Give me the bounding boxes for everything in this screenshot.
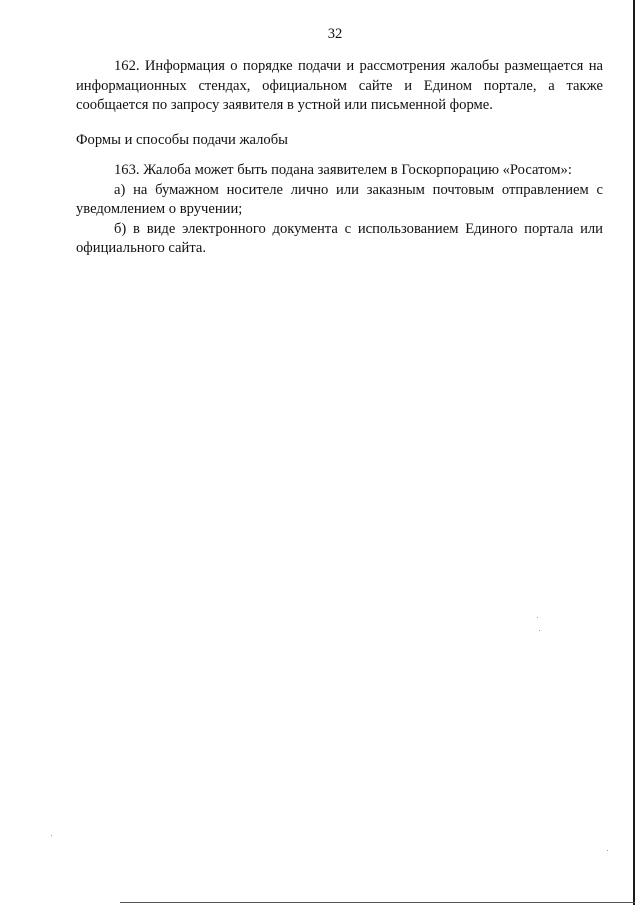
scan-speck xyxy=(539,630,540,631)
scan-speck xyxy=(537,617,538,618)
page-number: 32 xyxy=(327,26,343,42)
scan-border-bottom xyxy=(120,902,635,903)
document-body xyxy=(76,57,603,259)
scan-speck xyxy=(51,835,52,836)
scan-speck xyxy=(607,850,608,851)
scan-border-right xyxy=(633,0,635,905)
paragraph-162: 162. Информация о порядке подачи и рассмотрения жалобы размещается на информационных стендах, официальном сайте и Едином портале, а также сообщается по запросу заявителя в устной или письменной форме. xyxy=(76,58,603,113)
section-heading: Формы и способы подачи жалобы xyxy=(76,131,288,148)
list-item-a: а) на бумажном носителе лично или заказным почтовым отправлением с уведомлением о вручении; xyxy=(76,181,603,217)
list-item-b: б) в виде электронного документа с использованием Единого портала или официального сайта. xyxy=(76,220,603,256)
paragraph-163: 163. Жалоба может быть подана заявителем в Госкорпорацию «Росатом»: xyxy=(114,162,572,178)
